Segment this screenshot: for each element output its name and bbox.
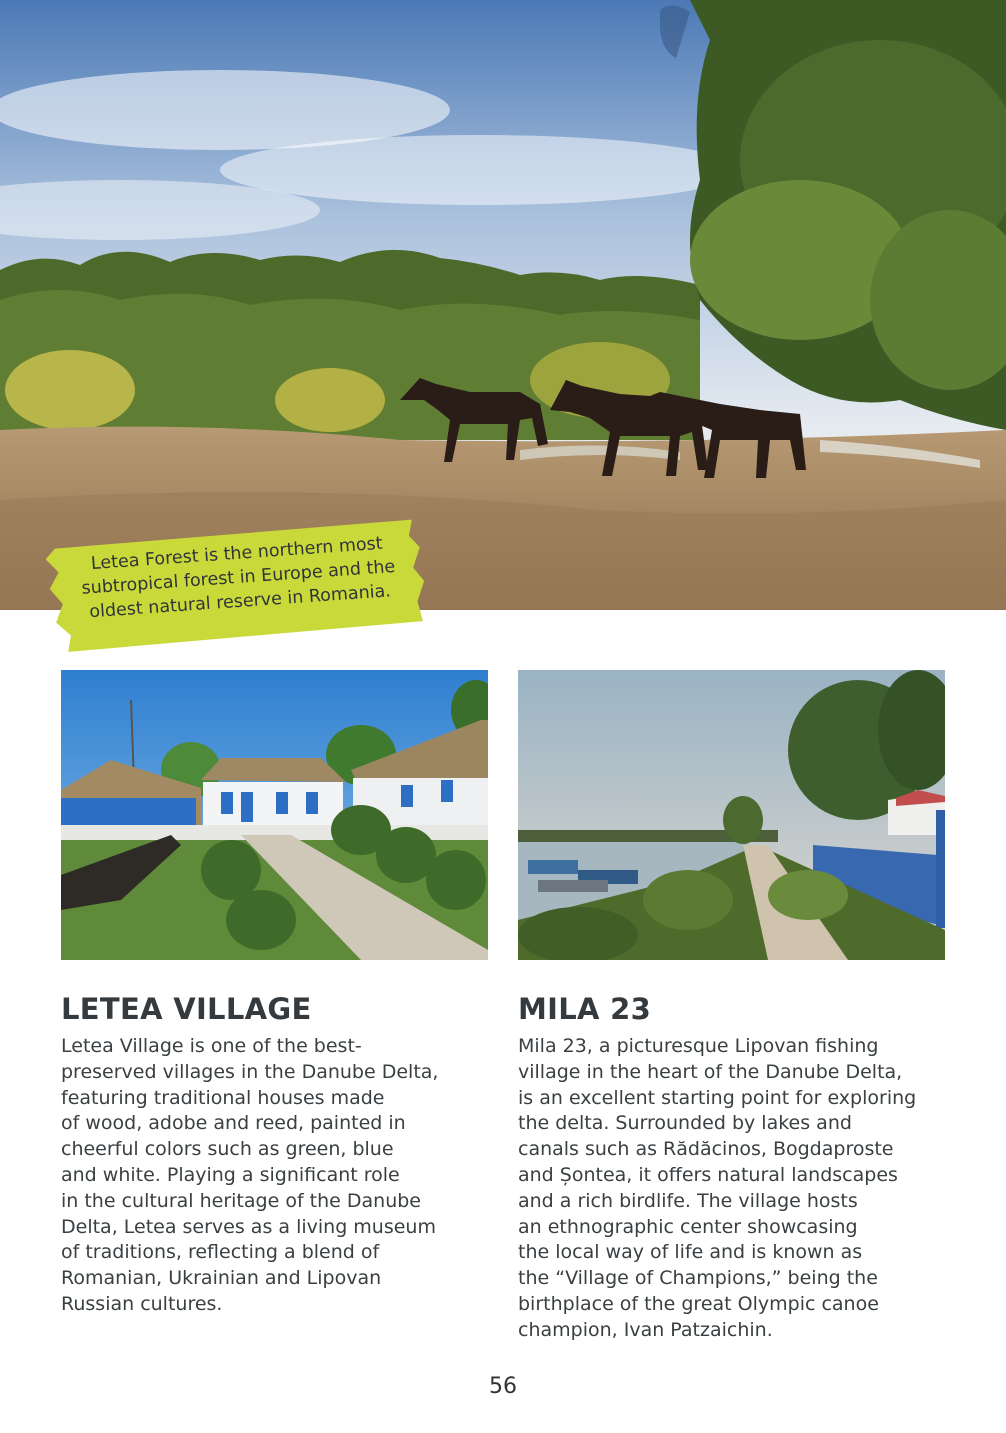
article-mila-23 (518, 990, 958, 1344)
photo-letea-village (61, 670, 488, 960)
caption-text: Letea Forest is the northern most subtropical forest in Europe and the oldest natural reserve in Romania. (80, 533, 396, 623)
photo-mila-23 (518, 670, 945, 960)
hero-photo-letea-forest (0, 0, 1006, 610)
article-title: LETEA VILLAGE (61, 992, 312, 1026)
article-body: Mila 23, a picturesque Lipovan fishing village in the heart of the Danube Delta, is an excellent starting point for exploring the delta. Surrounded by lakes and canals such as Rădăcinos, Bogdaproste and Șontea, it offers natural landscapes and a rich birdlife. The village hosts an ethnographic center showcasing the local way of life and is known as the “Village of Champions,” being the birthplace of the great Olympic canoe champion, Ivan Patzaichin. (518, 1035, 917, 1341)
page-number: 56 (489, 1374, 517, 1399)
article-letea-village (61, 990, 501, 1318)
article-title: MILA 23 (518, 992, 652, 1026)
article-body: Letea Village is one of the best- preserved villages in the Danube Delta, featuring traditional houses made of wood, adobe and reed, painted in cheerful colors such as green, blue and white. Playing a significant role in the cultural heritage of the Danube Delta, Letea serves as a living museum of traditions, reflecting a blend of Romanian, Ukrainian and Lipovan Russian cultures. (61, 1035, 439, 1315)
